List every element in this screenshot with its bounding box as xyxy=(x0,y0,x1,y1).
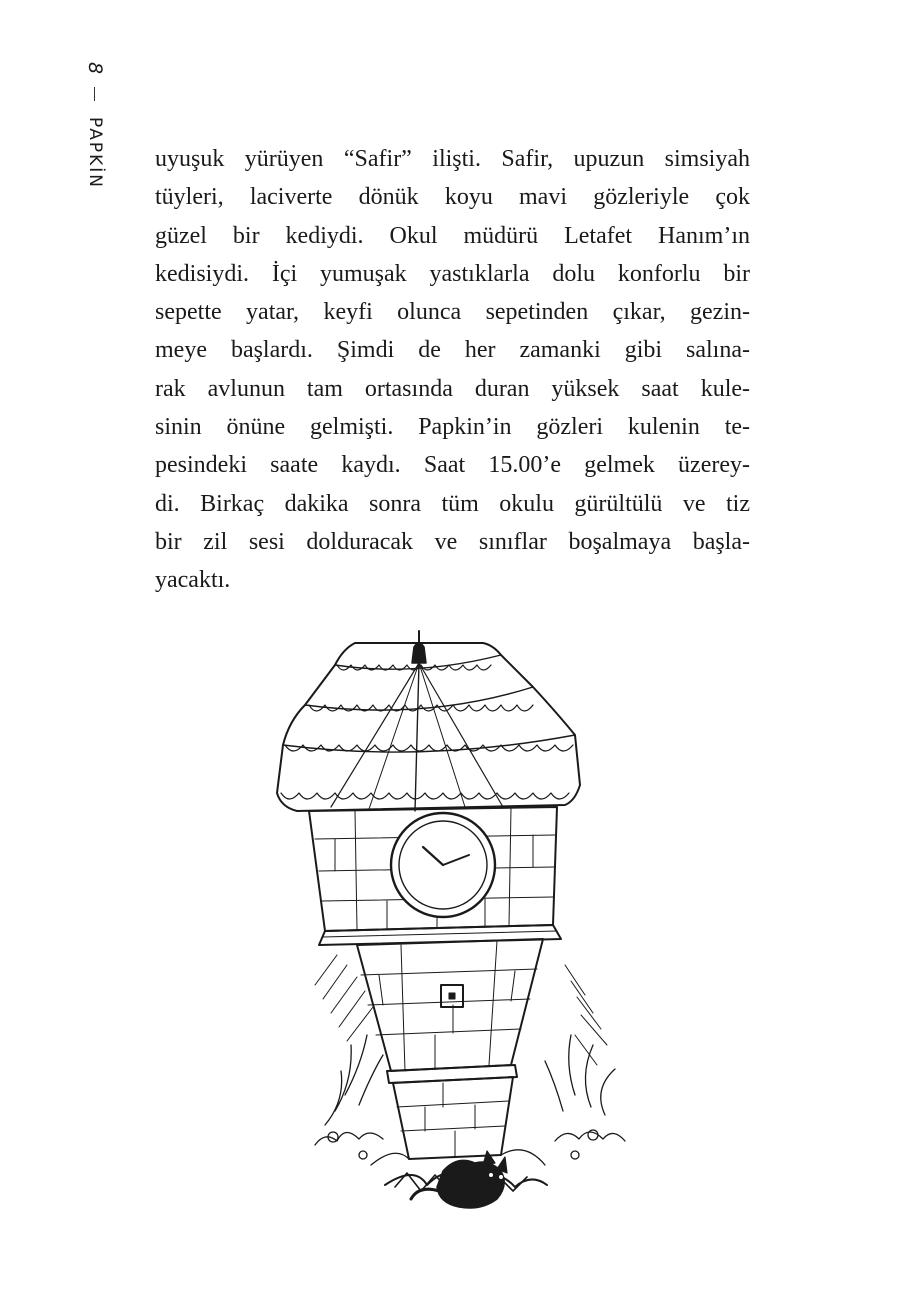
text-line: bir zil sesi dolduracak ve sınıflar boşalmaya başla- xyxy=(155,528,750,555)
body-paragraph xyxy=(155,140,750,600)
book-title: PAPKİN xyxy=(85,117,105,189)
text-line: güzel bir kediydi. Okul müdürü Letafet Hanım’ın xyxy=(155,222,750,249)
black-cat xyxy=(411,1151,507,1208)
text-line: sinin önüne gelmişti. Papkin’in gözleri kulenin te- xyxy=(155,414,750,441)
text-line: rak avlunun tam ortasında duran yüksek saat kule- xyxy=(155,375,750,402)
clock-tower-illustration xyxy=(275,625,685,1220)
text-line: meye başlardı. Şimdi de her zamanki gibi salına- xyxy=(155,337,750,364)
clock-face xyxy=(391,813,495,917)
text-line: uyuşuk yürüyen “Safir” ilişti. Safir, upuzun simsiyah xyxy=(155,146,750,172)
tiled-roof xyxy=(277,643,580,811)
text-line: pesindeki saate kaydı. Saat 15.00’e gelmek üzerey- xyxy=(155,452,750,479)
text-line: di. Birkaç dakika sonra tüm okulu gürültülü ve tiz xyxy=(155,490,750,517)
tower-base xyxy=(393,1077,513,1159)
page-number: 8 xyxy=(84,61,106,75)
text-line: sepette yatar, keyfi olunca sepetinden çıkar, gezin- xyxy=(155,299,750,326)
running-head xyxy=(70,55,120,195)
tower-shaft xyxy=(357,939,543,1071)
text-line: tüyleri, laciverte dönük koyu mavi gözleriyle çok xyxy=(155,184,750,211)
text-line: yacaktı. xyxy=(155,567,231,594)
tower-finial xyxy=(412,631,426,663)
text-line: kedisiydi. İçi yumuşak yastıklarla dolu konforlu bir xyxy=(155,260,750,287)
